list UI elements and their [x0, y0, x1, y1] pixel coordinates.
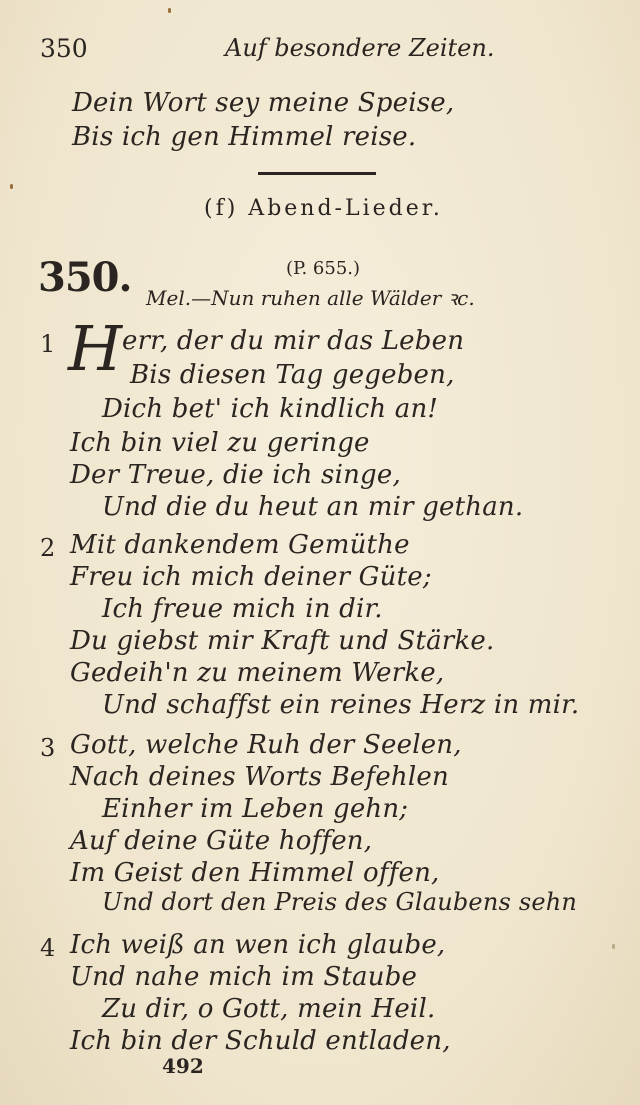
- page-header: [40, 34, 600, 70]
- verse-line: Einher im Leben gehn;: [102, 794, 409, 824]
- verse-line: Und dort den Preis des Glaubens sehn: [102, 888, 578, 916]
- paper-speck: [10, 184, 13, 189]
- verse-line: Und die du heut an mir gethan.: [102, 492, 524, 522]
- previous-hymn-line: Bis ich gen Himmel reise.: [72, 122, 417, 152]
- verse-line: Und schaffst ein reines Herz in mir.: [102, 690, 580, 720]
- verse-line: Und nahe mich im Staube: [70, 962, 418, 992]
- hymn-reference: (P. 655.): [286, 258, 361, 279]
- paper-speck: [168, 8, 171, 13]
- hymn-number: 350.: [38, 254, 132, 301]
- verse-line: Auf deine Güte hoffen,: [70, 826, 373, 856]
- verse-line: err, der du mir das Leben: [122, 326, 465, 356]
- signature-mark: 492: [162, 1054, 204, 1078]
- verse-line: Ich freue mich in dir.: [102, 594, 383, 624]
- previous-hymn-line: Dein Wort sey meine Speise,: [72, 88, 455, 118]
- section-title: (f) Abend-Lieder.: [204, 196, 443, 221]
- verse-line: Du giebst mir Kraft und Stärke.: [70, 626, 495, 656]
- page-number: 350: [40, 34, 88, 63]
- verse-line: Bis diesen Tag gegeben,: [130, 360, 455, 390]
- running-title: Auf besondere Zeiten.: [225, 34, 495, 62]
- verse-line: Dich bet' ich kindlich an!: [102, 394, 439, 424]
- hymn-melody: Mel.—Nun ruhen alle Wälder ꝛc.: [146, 286, 475, 310]
- verse-line: Der Treue, die ich singe,: [70, 460, 401, 490]
- section-divider: [258, 172, 376, 175]
- verse-number: 1: [40, 330, 56, 358]
- verse-line: Gott, welche Ruh der Seelen,: [70, 730, 462, 760]
- verse-line: Im Geist den Himmel offen,: [70, 858, 440, 888]
- verse-line: Gedeih'n zu meinem Werke,: [70, 658, 445, 688]
- verse-line: Zu dir, o Gott, mein Heil.: [102, 994, 436, 1024]
- verse-line: Nach deines Worts Befehlen: [70, 762, 449, 792]
- verse-line: Ich bin der Schuld entladen,: [70, 1026, 451, 1056]
- verse-line: Ich bin viel zu geringe: [70, 428, 370, 458]
- verse-number: 4: [40, 934, 56, 962]
- verse-line: Mit dankendem Gemüthe: [70, 530, 410, 560]
- verse-number: 2: [40, 534, 56, 562]
- drop-cap: H: [68, 312, 123, 385]
- paper-speck: [612, 944, 615, 949]
- verse-line: Ich weiß an wen ich glaube,: [70, 930, 446, 960]
- verse-number: 3: [40, 734, 56, 762]
- verse-line: Freu ich mich deiner Güte;: [70, 562, 432, 592]
